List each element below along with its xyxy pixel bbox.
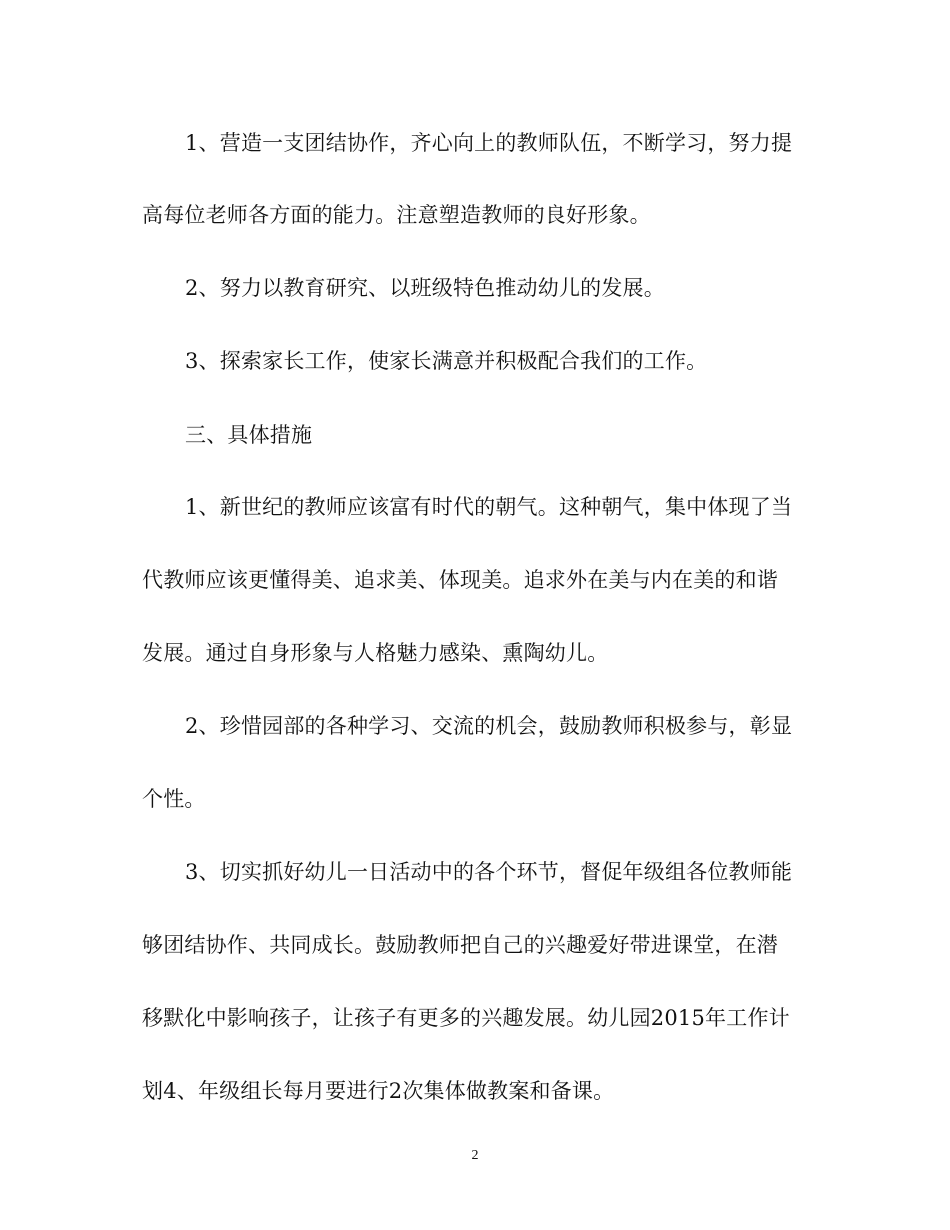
text-line: 高每位老师各方面的能力。注意塑造教师的良好形象。 [142,203,651,227]
text-line: 发展。通过自身形象与人格魅力感染、熏陶幼儿。 [142,641,609,665]
text-line: 1、新世纪的教师应该富有时代的朝气。这种朝气，集中体现了当 [185,495,793,519]
text-line: 移默化中影响孩子，让孩子有更多的兴趣发展。幼儿园2015年工作计 [142,1006,790,1030]
page-number: 2 [471,1148,479,1163]
section-heading: 三、具体措施 [185,423,313,447]
text-line: 划4、年级组长每月要进行2次集体做教案和备课。 [142,1079,615,1103]
text-line: 1、营造一支团结协作，齐心向上的教师队伍，不断学习，努力提 [185,131,793,155]
text-line: 3、探索家长工作，使家长满意并积极配合我们的工作。 [185,349,708,373]
text-line: 够团结协作、共同成长。鼓励教师把自己的兴趣爱好带进课堂，在潜 [142,933,778,957]
text-line: 3、切实抓好幼儿一日活动中的各个环节，督促年级组各位教师能 [185,860,793,884]
text-line: 个性。 [142,787,206,811]
text-line: 2、努力以教育研究、以班级特色推动幼儿的发展。 [185,276,665,300]
text-line: 2、珍惜园部的各种学习、交流的机会，鼓励教师积极参与，彰显 [185,714,793,738]
text-line: 代教师应该更懂得美、追求美、体现美。追求外在美与内在美的和谐 [142,568,778,592]
